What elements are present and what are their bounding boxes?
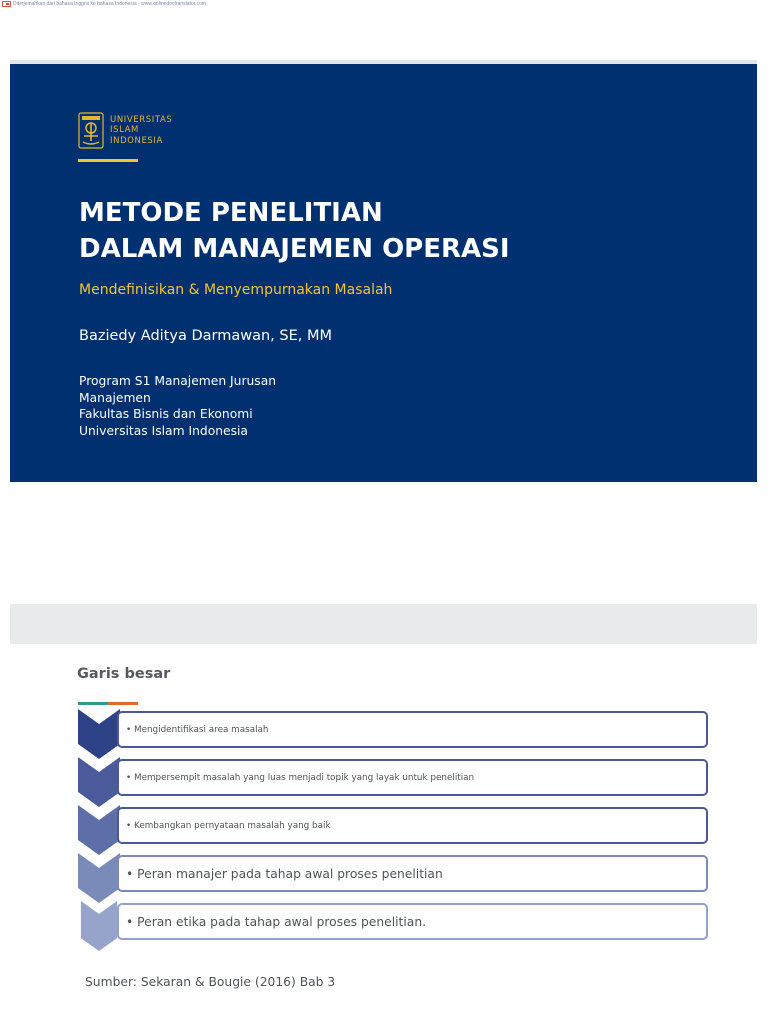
title-line: METODE PENELITIAN [79, 198, 383, 228]
author-name: Baziedy Aditya Darmawan, SE, MM [79, 328, 332, 344]
affiliation-line: Universitas Islam Indonesia [79, 423, 248, 438]
outline-step: • Mempersempit masalah yang luas menjadi topik yang layak untuk penelitian [117, 759, 708, 796]
process-chevron-icon [78, 709, 120, 759]
slide-header-band [10, 604, 757, 644]
process-chevron-icon [78, 853, 120, 903]
title-slide [10, 64, 757, 482]
affiliation-line: Program S1 Manajemen Jurusan [79, 374, 277, 388]
outline-step: • Peran etika pada tahap awal proses penelitian. [117, 903, 708, 940]
source-citation: Sumber: Sekaran & Bougie (2016) Bab 3 [85, 975, 336, 989]
university-logo [78, 112, 172, 149]
gold-divider [78, 159, 138, 162]
slide-title [79, 195, 739, 267]
document-translate-icon [2, 1, 11, 7]
outline-step: • Kembangkan pernyataan masalah yang baik [117, 807, 708, 844]
accent-bar-teal [78, 702, 108, 705]
slide-subtitle: Mendefinisikan & Menyempurnakan Masalah [79, 282, 393, 298]
university-name [110, 115, 172, 147]
process-chevron-icon [78, 757, 120, 807]
university-emblem-icon [78, 112, 104, 149]
logo-line: INDONESIA [110, 135, 163, 146]
outline-heading: Garis besar [77, 666, 171, 682]
outline-step: • Mengidentifikasi area masalah [117, 711, 708, 748]
process-chevron-icon [78, 805, 120, 855]
translation-notice-text: Diterjemahkan dari bahasa Inggris ke bahasa Indonesia - www.onlinedoctranslator.com [13, 1, 206, 7]
affiliation-line: Manajemen [79, 390, 151, 405]
title-line: DALAM MANAJEMEN OPERASI [79, 234, 510, 264]
process-chevron-icon [78, 901, 120, 951]
accent-bar-orange [108, 702, 138, 705]
affiliation-line: Fakultas Bisnis dan Ekonomi [79, 407, 253, 421]
affiliation [79, 373, 339, 439]
translation-notice[interactable] [2, 0, 206, 8]
logo-line: ISLAM [110, 125, 139, 136]
outline-step: • Peran manajer pada tahap awal proses penelitian [117, 855, 708, 892]
logo-line: UNIVERSITAS [110, 114, 173, 125]
